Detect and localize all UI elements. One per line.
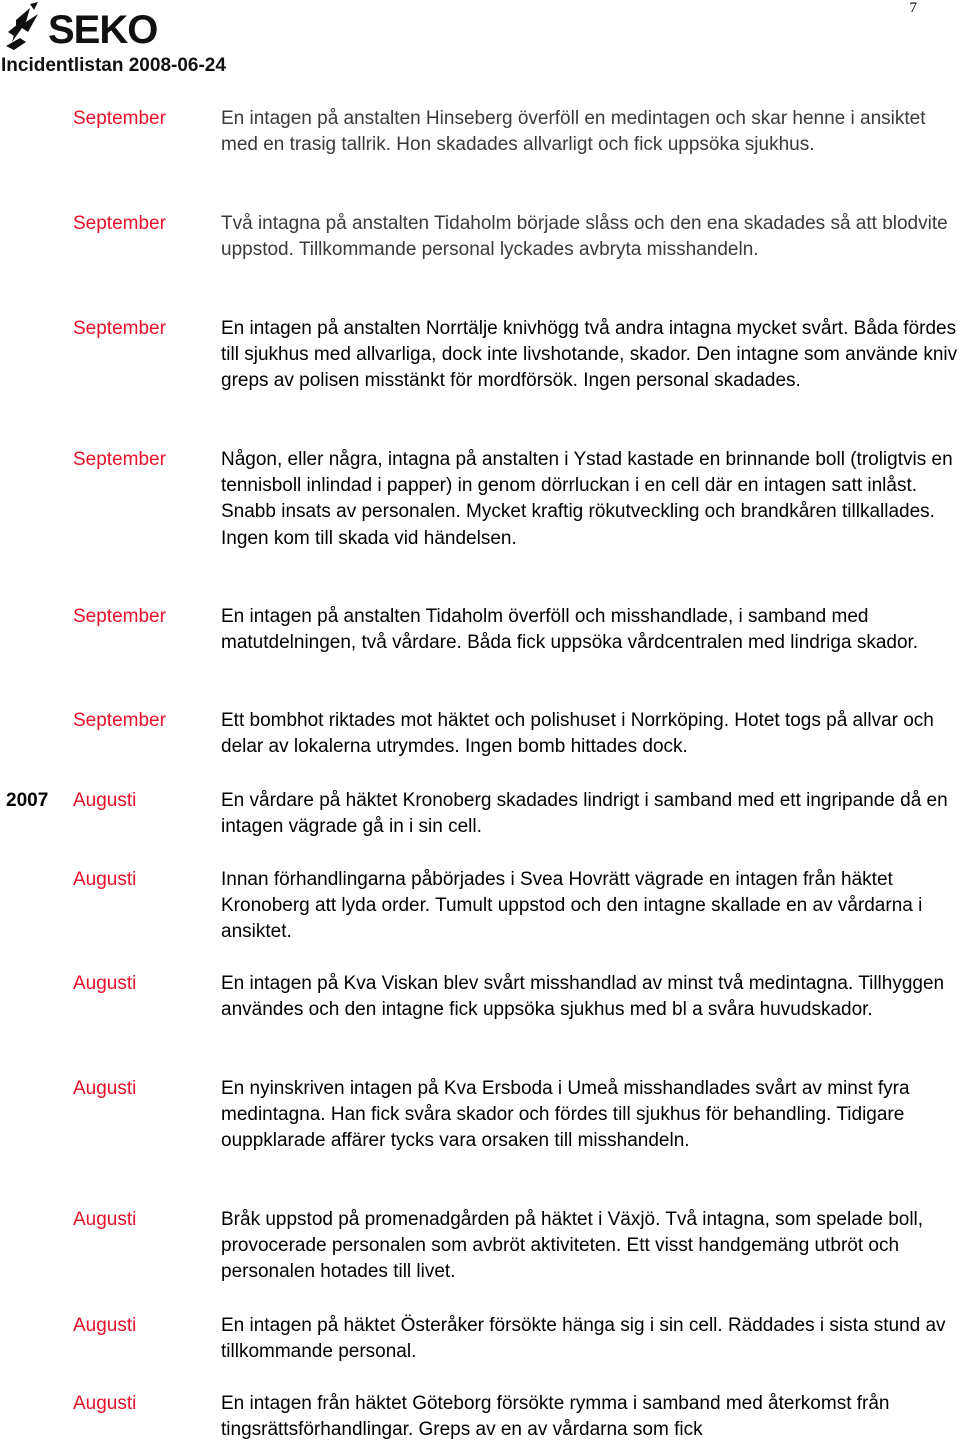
entry-month: Augusti — [73, 973, 137, 994]
entry-month: Augusti — [73, 1393, 137, 1414]
entry-description: Innan förhandlingarna påbörjades i Svea Hovrätt vägrade en intagen från häktet Kronoberg att lyda order. Tumult uppstod och den intagne skallade en av vårdarna i ansiktet. — [221, 869, 923, 943]
entry-description: En intagen på häktet Österåker försökte hänga sig i sin cell. Räddades i sista stund av tillkommande personal. — [221, 1315, 946, 1363]
entry-description: Två intagna på anstalten Tidaholm började slåss och den ena skadades så att blodvite uppstod. Tillkommande personal lyckades avbryta misshandeln. — [221, 213, 948, 261]
entry-month: Augusti — [73, 1078, 137, 1099]
entry-description: En intagen från häktet Göteborg försökte rymma i samband med återkomst från tingsrättsförhandlingar. Greps av en av vårdarna som fick — [221, 1393, 890, 1441]
entry-month: Augusti — [73, 869, 137, 890]
page-header — [0, 0, 960, 90]
entry-description: Någon, eller några, intagna på anstalten i Ystad kastade en brinnande boll (troligtvis en tennisboll inlindad i papper) in genom dörrluckan i en cell där en intagen satt inlåst. Snabb insats av personalen. Mycket kraftig rökutveckling och brandkåren tillkallades. Ingen kom till skada vid händelsen. — [221, 449, 953, 549]
entry-description: Bråk uppstod på promenadgården på häktet i Växjö. Två intagna, som spelade boll, provocerade personalen som avbröt aktiviteten. Ett visst handgemäng utbröt och personalen hotades till livet. — [221, 1209, 924, 1283]
entry-year: 2007 — [6, 790, 49, 811]
entry-description: En intagen på anstalten Hinseberg överföll en medintagen och skar henne i ansiktet med en trasig tallrik. Hon skadades allvarligt och fick uppsöka sjukhus. — [221, 108, 926, 156]
entry-month: Augusti — [73, 790, 137, 811]
page-number: 7 — [909, 0, 917, 16]
entry-description: Ett bombhot riktades mot häktet och polishuset i Norrköping. Hotet togs på allvar och delar av lokalerna utrymdes. Ingen bomb hittades dock. — [221, 710, 934, 758]
entry-description: En intagen på Kva Viskan blev svårt misshandlad av minst två medintagna. Tillhyggen användes och den intagne fick uppsöka sjukhus med bl a svåra huvudskador. — [221, 973, 945, 1021]
entry-month: September — [73, 710, 166, 731]
seko-logo — [4, 2, 174, 54]
entry-month: Augusti — [73, 1209, 137, 1230]
entry-month: September — [73, 606, 166, 627]
entry-month: Augusti — [73, 1315, 137, 1336]
logo-wordmark: SEKO — [48, 8, 158, 52]
entry-description: En nyinskriven intagen på Kva Ersboda i Umeå misshandlades svårt av minst fyra medintagna. Han fick svåra skador och fördes till sjukhus för behandling. Tidigare ouppklarade affärer tycks vara orsaken till misshandeln. — [221, 1078, 910, 1152]
entry-description: En intagen på anstalten Tidaholm överföll och misshandlade, i samband med matutdelningen, två vårdare. Båda fick uppsöka vårdcentralen med lindriga skador. — [221, 606, 919, 654]
entry-month: September — [73, 213, 166, 234]
seko-emblem-icon — [4, 2, 48, 52]
entry-month: September — [73, 318, 166, 339]
entry-month: September — [73, 108, 166, 129]
entry-description: En intagen på anstalten Norrtälje knivhögg två andra intagna mycket svårt. Båda fördes till sjukhus med allvarliga, dock inte livshotande, skador. Den intagne som använde kniv greps av polisen misstänkt för mordförsök. Ingen personal skadades. — [221, 318, 958, 392]
entry-description: En vårdare på häktet Kronoberg skadades lindrigt i samband med ett ingripande då en intagen vägrade gå in i sin cell. — [221, 790, 948, 838]
document-subtitle: Incidentlistan 2008-06-24 — [1, 55, 226, 76]
entry-month: September — [73, 449, 166, 470]
